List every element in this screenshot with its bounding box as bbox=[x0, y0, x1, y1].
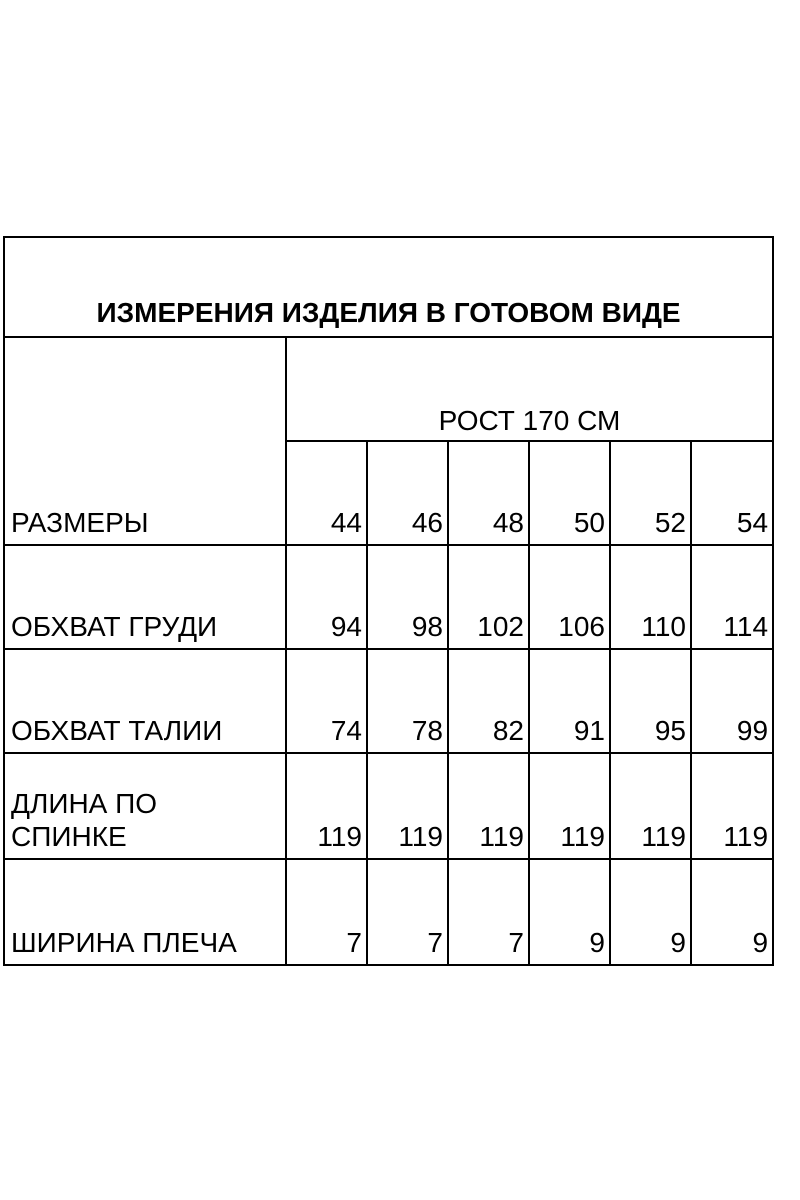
waist-cell: 91 bbox=[529, 649, 610, 753]
table-row-chest bbox=[4, 545, 773, 649]
back-length-cell: 119 bbox=[529, 753, 610, 859]
row-label-shoulder-width: ШИРИНА ПЛЕЧА bbox=[4, 859, 286, 965]
waist-cell: 99 bbox=[691, 649, 773, 753]
size-chart-table bbox=[3, 236, 774, 966]
chest-cell: 102 bbox=[448, 545, 529, 649]
height-label: РОСТ 170 СМ bbox=[286, 337, 773, 441]
table-row-shoulder-width bbox=[4, 859, 773, 965]
size-cell: 54 bbox=[691, 441, 773, 545]
chest-cell: 94 bbox=[286, 545, 367, 649]
chest-cell: 110 bbox=[610, 545, 691, 649]
back-length-cell: 119 bbox=[691, 753, 773, 859]
shoulder-width-cell: 7 bbox=[286, 859, 367, 965]
back-length-cell: 119 bbox=[286, 753, 367, 859]
chest-cell: 106 bbox=[529, 545, 610, 649]
waist-cell: 82 bbox=[448, 649, 529, 753]
waist-cell: 95 bbox=[610, 649, 691, 753]
row-label-back-length bbox=[4, 753, 286, 859]
table-row-waist bbox=[4, 649, 773, 753]
size-cell: 44 bbox=[286, 441, 367, 545]
table-title: ИЗМЕРЕНИЯ ИЗДЕЛИЯ В ГОТОВОМ ВИДЕ bbox=[4, 237, 773, 337]
back-length-cell: 119 bbox=[367, 753, 448, 859]
back-length-cell: 119 bbox=[448, 753, 529, 859]
waist-cell: 78 bbox=[367, 649, 448, 753]
chest-cell: 114 bbox=[691, 545, 773, 649]
table-row-sizes bbox=[4, 441, 773, 545]
row-label-back-length-line1: ДЛИНА ПО bbox=[11, 787, 158, 819]
shoulder-width-cell: 9 bbox=[691, 859, 773, 965]
size-cell: 50 bbox=[529, 441, 610, 545]
table-row-back-length bbox=[4, 753, 773, 859]
size-cell: 46 bbox=[367, 441, 448, 545]
shoulder-width-cell: 9 bbox=[610, 859, 691, 965]
row-label-chest: ОБХВАТ ГРУДИ bbox=[4, 545, 286, 649]
row-label-waist: ОБХВАТ ТАЛИИ bbox=[4, 649, 286, 753]
empty-corner-cell bbox=[4, 337, 286, 441]
size-cell: 48 bbox=[448, 441, 529, 545]
waist-cell: 74 bbox=[286, 649, 367, 753]
row-label-back-length-line2: СПИНКЕ bbox=[11, 821, 127, 853]
row-label-sizes: РАЗМЕРЫ bbox=[4, 441, 286, 545]
shoulder-width-cell: 7 bbox=[367, 859, 448, 965]
shoulder-width-cell: 9 bbox=[529, 859, 610, 965]
shoulder-width-cell: 7 bbox=[448, 859, 529, 965]
chest-cell: 98 bbox=[367, 545, 448, 649]
back-length-cell: 119 bbox=[610, 753, 691, 859]
size-cell: 52 bbox=[610, 441, 691, 545]
